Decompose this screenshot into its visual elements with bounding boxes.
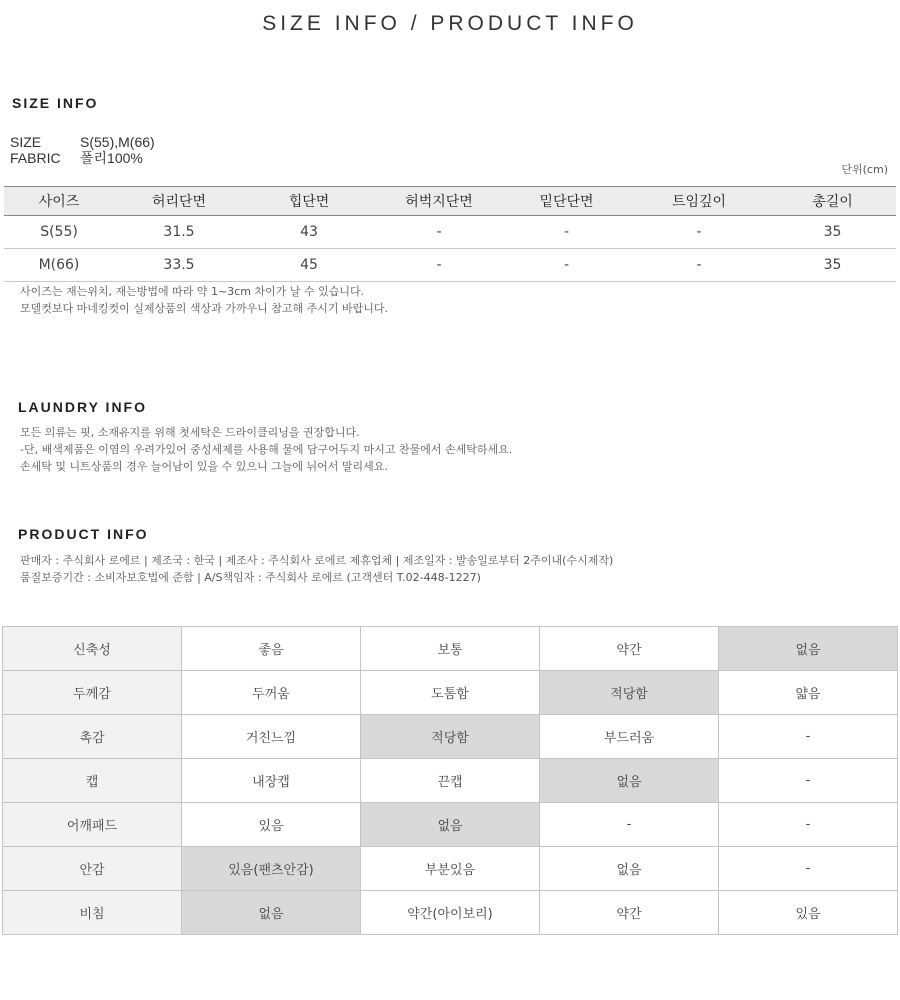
size-value: S(55),M(66)	[80, 134, 155, 150]
property-option: -	[719, 759, 898, 803]
table-cell: -	[629, 216, 769, 249]
col-header-waist: 허리단면	[114, 187, 244, 216]
fabric-property-table	[2, 626, 898, 935]
property-option: -	[719, 715, 898, 759]
property-label: 어깨패드	[3, 803, 182, 847]
spec-size-row	[10, 134, 155, 150]
product-info-title: PRODUCT INFO	[18, 526, 149, 542]
page-title: SIZE INFO / PRODUCT INFO	[262, 12, 638, 35]
property-option: 부분있음	[361, 847, 540, 891]
property-label: 비침	[3, 891, 182, 935]
table-row	[4, 249, 896, 282]
property-option: 거친느낌	[182, 715, 361, 759]
property-option: 부드러움	[540, 715, 719, 759]
col-header-length: 총길이	[769, 187, 896, 216]
size-table	[4, 186, 896, 282]
table-cell: 35	[769, 249, 896, 282]
property-option: 내장캡	[182, 759, 361, 803]
property-row	[3, 671, 898, 715]
table-cell: 45	[244, 249, 374, 282]
size-note-line: 사이즈는 재는위치, 재는방법에 따라 약 1~3cm 차이가 날 수 있습니다.	[20, 285, 365, 298]
property-label: 두께감	[3, 671, 182, 715]
property-option-selected: 있음(팬츠안감)	[182, 847, 361, 891]
property-option: 보통	[361, 627, 540, 671]
property-option: -	[719, 803, 898, 847]
product-line: 판매자 : 주식회사 로에르 | 제조국 : 한국 | 제조사 : 주식회사 로에르 제휴업체 | 제조일자 : 발송일로부터 2주이내(수시제작)	[20, 554, 614, 567]
property-option-selected: 없음	[361, 803, 540, 847]
table-cell: -	[629, 249, 769, 282]
property-row	[3, 803, 898, 847]
col-header-slit: 트임깊이	[629, 187, 769, 216]
table-cell: 33.5	[114, 249, 244, 282]
property-option: 도톰함	[361, 671, 540, 715]
table-cell: M(66)	[4, 249, 114, 282]
property-row	[3, 891, 898, 935]
property-label: 캡	[3, 759, 182, 803]
property-option: 약간	[540, 627, 719, 671]
table-cell: -	[504, 216, 629, 249]
table-row	[4, 216, 896, 249]
property-label: 촉감	[3, 715, 182, 759]
col-header-size: 사이즈	[4, 187, 114, 216]
property-label: 안감	[3, 847, 182, 891]
property-option: -	[540, 803, 719, 847]
col-header-thigh: 허벅지단면	[374, 187, 504, 216]
unit-note: 단위(cm)	[841, 163, 888, 176]
size-label: SIZE	[10, 134, 42, 150]
col-header-hem: 밑단단면	[504, 187, 629, 216]
table-cell: -	[374, 216, 504, 249]
property-option: 얇음	[719, 671, 898, 715]
fabric-label: FABRIC	[10, 150, 61, 166]
product-notes	[20, 552, 613, 586]
property-row	[3, 715, 898, 759]
laundry-line: 손세탁 및 니트상품의 경우 늘어남이 있을 수 있으니 그늘에 뉘어서 말리세요.	[20, 460, 388, 473]
size-note-line: 모델컷보다 마네킹컷이 실제상품의 색상과 가까우니 참고해 주시기 바랍니다.	[20, 302, 389, 315]
property-option: 좋음	[182, 627, 361, 671]
fabric-value: 폴리100%	[80, 150, 143, 166]
laundry-line: -단, 배색제품은 이염의 우려가있어 중성세제를 사용해 물에 담구어두지 마시고 찬물에서 손세탁하세요.	[20, 443, 513, 456]
laundry-line: 모든 의류는 핏, 소재유지를 위해 첫세탁은 드라이클리닝을 권장합니다.	[20, 426, 360, 439]
size-info-title: SIZE INFO	[12, 95, 99, 111]
property-option-selected: 없음	[540, 759, 719, 803]
size-table-header	[4, 187, 896, 216]
property-option-selected: 적당함	[540, 671, 719, 715]
table-cell: 31.5	[114, 216, 244, 249]
product-line: 품질보증기간 : 소비자보호법에 준함 | A/S책임자 : 주식회사 로에르 (고객센터 T.02-448-1227)	[20, 571, 481, 584]
property-option: 끈캡	[361, 759, 540, 803]
property-row	[3, 847, 898, 891]
property-option: 있음	[719, 891, 898, 935]
table-cell: S(55)	[4, 216, 114, 249]
spec-block	[10, 134, 155, 166]
property-label: 신축성	[3, 627, 182, 671]
property-option-selected: 적당함	[361, 715, 540, 759]
property-option: 약간	[540, 891, 719, 935]
table-cell: 35	[769, 216, 896, 249]
property-option-selected: 없음	[182, 891, 361, 935]
laundry-notes	[20, 424, 512, 475]
table-cell: -	[504, 249, 629, 282]
property-row	[3, 759, 898, 803]
col-header-hip: 힙단면	[244, 187, 374, 216]
table-cell: 43	[244, 216, 374, 249]
property-option: -	[719, 847, 898, 891]
property-option: 있음	[182, 803, 361, 847]
size-notes	[20, 283, 388, 317]
property-option: 약간(아이보리)	[361, 891, 540, 935]
property-option: 없음	[540, 847, 719, 891]
property-row	[3, 627, 898, 671]
spec-fabric-row	[10, 150, 155, 166]
laundry-info-title: LAUNDRY INFO	[18, 399, 147, 415]
property-option: 두꺼움	[182, 671, 361, 715]
property-option-selected: 없음	[719, 627, 898, 671]
table-cell: -	[374, 249, 504, 282]
